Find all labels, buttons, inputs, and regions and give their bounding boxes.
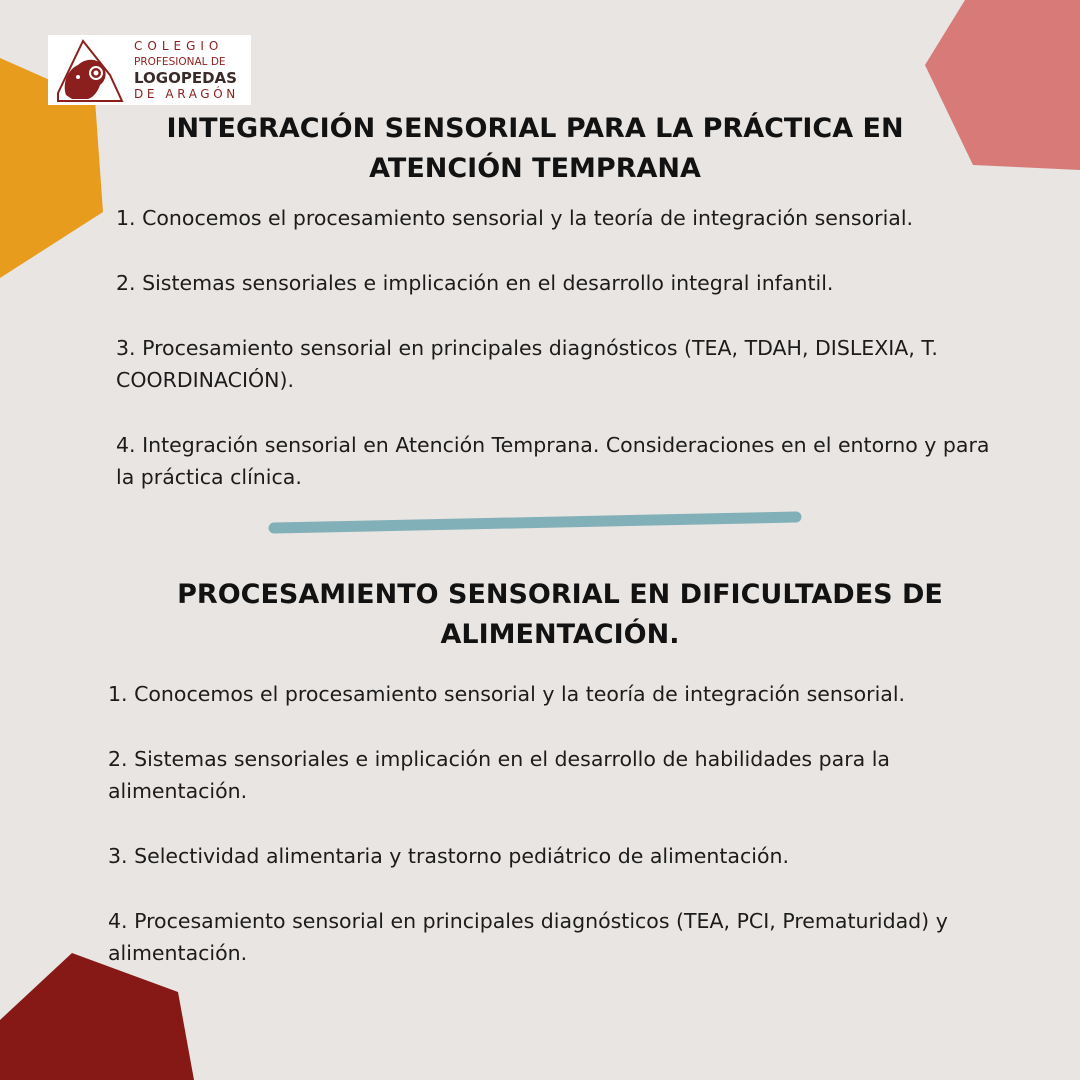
section-2-title	[120, 575, 1000, 655]
list-item: 1. Conocemos el procesamiento sensorial y la teoría de integración sensorial.	[116, 206, 914, 230]
section-2-title-line-1: PROCESAMIENTO SENSORIAL EN DIFICULTADES DE	[177, 579, 943, 610]
section-2-title-line-2: ALIMENTACIÓN.	[440, 619, 680, 650]
list-item: 2. Sistemas sensoriales e implicación en el desarrollo integral infantil.	[116, 271, 834, 295]
section-1-title-line-1: INTEGRACIÓN SENSORIAL PARA LA PRÁCTICA EN	[166, 113, 904, 144]
logo-text-line-4: DE ARAGÓN	[134, 87, 239, 101]
logo-text-line-3: LOGOPEDAS	[134, 69, 237, 87]
section-1-title-line-2: ATENCIÓN TEMPRANA	[369, 153, 701, 184]
logo-text-line-1: COLEGIO	[134, 39, 224, 53]
logo-text-line-2: PROFESIONAL DE	[134, 56, 226, 68]
list-item: 1. Conocemos el procesamiento sensorial y la teoría de integración sensorial.	[108, 682, 906, 706]
list-item: 4. Integración sensorial en Atención Temprana. Consideraciones en el entorno y para la práctica clínica.	[116, 433, 990, 489]
section-2-list	[108, 678, 1008, 1002]
list-item: 2. Sistemas sensoriales e implicación en el desarrollo de habilidades para la alimentación.	[108, 747, 890, 803]
list-item: 4. Procesamiento sensorial en principales diagnósticos (TEA, PCI, Prematuridad) y alimentación.	[108, 909, 948, 965]
list-item: 3. Selectividad alimentaria y trastorno pediátrico de alimentación.	[108, 844, 790, 868]
list-item: 3. Procesamiento sensorial en principales diagnósticos (TEA, TDAH, DISLEXIA, T. COORDINACIÓN).	[116, 336, 938, 392]
